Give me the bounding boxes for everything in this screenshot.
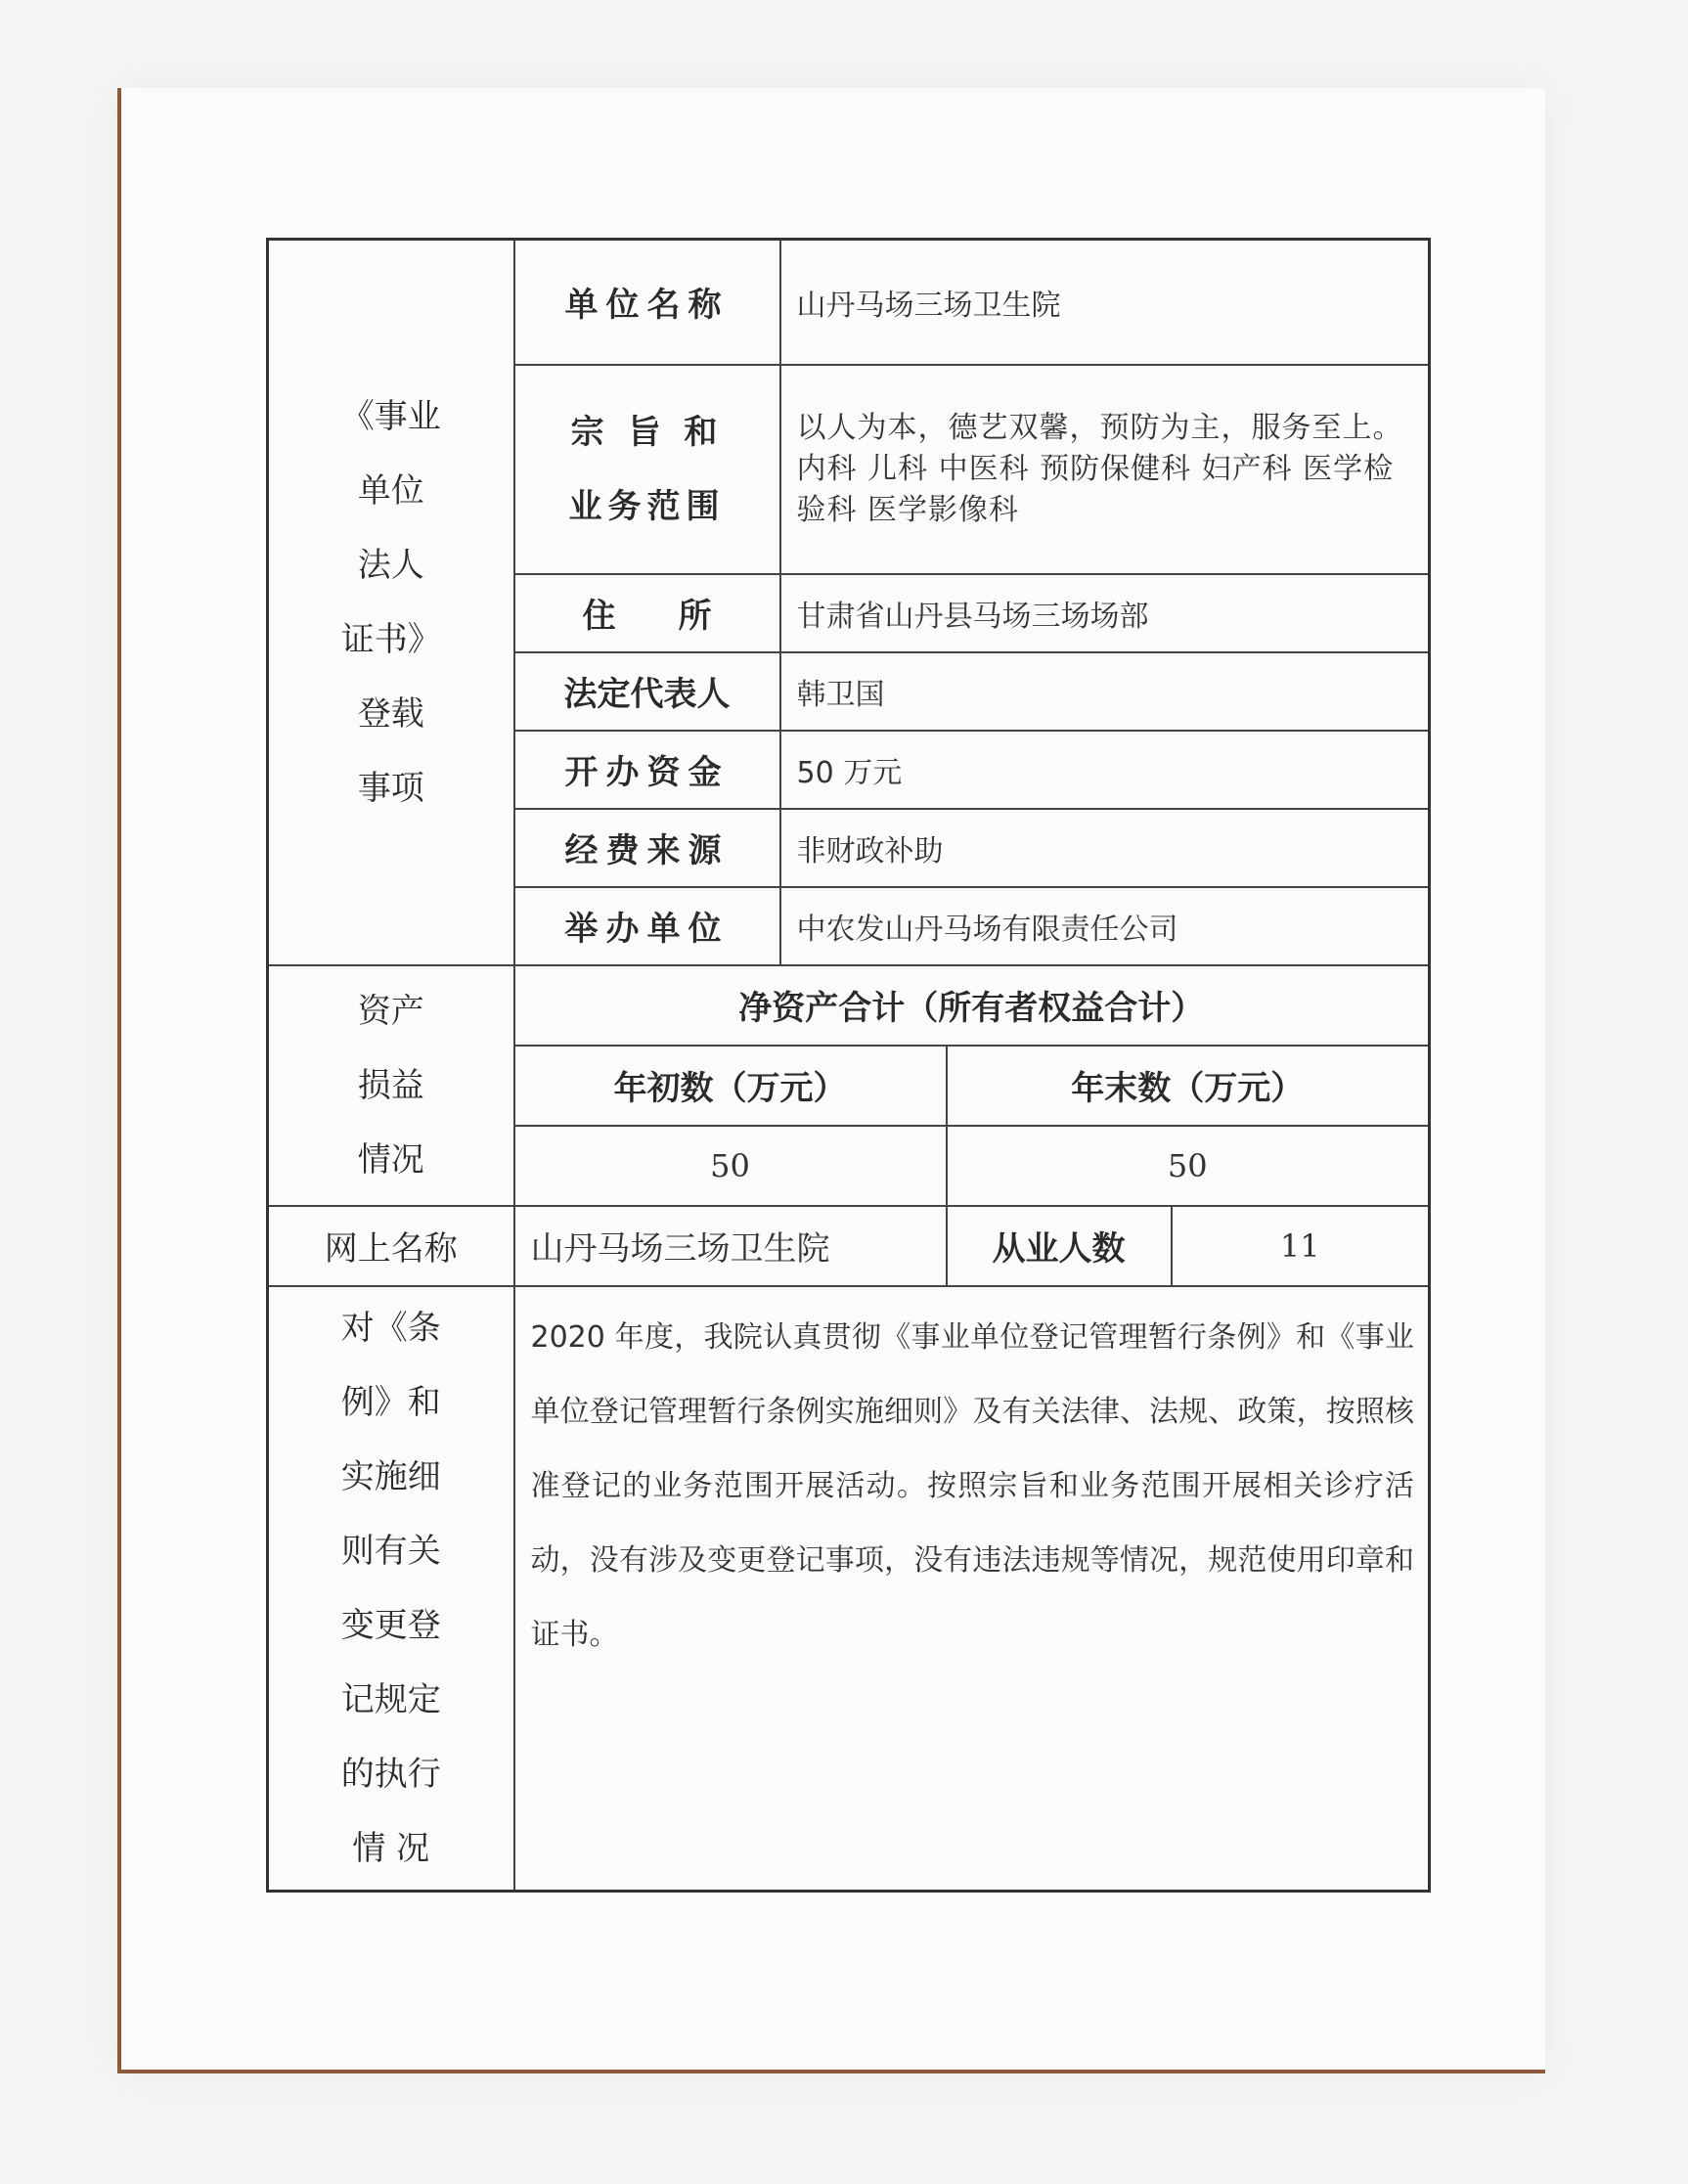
section-label-line: 情 况 xyxy=(352,1828,430,1868)
purpose-value: 以人为本，德艺双馨，预防为主，服务至上。内科 儿科 中医科 预防保健科 妇产科 医学检验科 医学影像科 xyxy=(780,365,1430,574)
row-unit-name xyxy=(268,240,1430,365)
net-assets-header: 净资产合计（所有者权益合计） xyxy=(514,965,1430,1046)
section-label-line: 登载 xyxy=(357,693,424,734)
unit-name-value: 山丹马场三场卫生院 xyxy=(780,240,1430,365)
sponsor-value: 中农发山丹马场有限责任公司 xyxy=(780,887,1430,965)
address-label: 住所 xyxy=(514,574,780,652)
end-year-value: 50 xyxy=(947,1126,1430,1206)
end-year-label: 年末数（万元） xyxy=(947,1046,1430,1126)
paper-edge-left xyxy=(117,88,121,2073)
funding-source-label: 经费来源 xyxy=(514,809,780,887)
begin-year-label: 年初数（万元） xyxy=(514,1046,947,1126)
section-label-line: 法人 xyxy=(357,545,424,585)
row-compliance xyxy=(268,1286,1430,1892)
funding-source-value: 非财政补助 xyxy=(780,809,1430,887)
registration-section-label xyxy=(268,240,514,965)
legal-rep-label: 法定代表人 xyxy=(514,652,780,731)
funds-value: 50 万元 xyxy=(780,731,1430,809)
annual-report-form xyxy=(266,238,1431,1893)
compliance-description xyxy=(514,1286,1430,1892)
funds-label: 开办资金 xyxy=(514,731,780,809)
compliance-section-label xyxy=(268,1286,514,1892)
online-name-value: 山丹马场三场卫生院 xyxy=(514,1206,947,1286)
section-label-line: 例》和 xyxy=(340,1382,441,1422)
purpose-label-line: 业务范围 xyxy=(568,486,726,526)
row-assets-header xyxy=(268,965,1430,1046)
online-name-label: 网上名称 xyxy=(268,1206,514,1286)
compliance-text: 2020 年度，我院认真贯彻《事业单位登记管理暂行条例》和《事业单位登记管理暂行条例实施细则》及有关法律、法规、政策，按照核准登记的业务范围开展活动。按照宗旨和业务范围开展相关诊疗活动，没有涉及变更登记事项，没有违法违规等情况，规范使用印章和证书。 xyxy=(530,1319,1415,1652)
section-label-line: 《事业 xyxy=(340,396,441,436)
address-value: 甘肃省山丹县马场三场场部 xyxy=(780,574,1430,652)
section-label-line: 对《条 xyxy=(340,1308,441,1348)
section-label-line: 变更登 xyxy=(340,1605,441,1645)
staff-count-label: 从业人数 xyxy=(947,1206,1172,1286)
section-label-line: 事项 xyxy=(357,768,424,808)
section-label-line: 资产 xyxy=(357,991,424,1031)
section-label-line: 情况 xyxy=(357,1139,424,1180)
begin-year-value: 50 xyxy=(514,1126,947,1206)
section-label-line: 单位 xyxy=(357,470,424,511)
section-label-line: 损益 xyxy=(357,1065,424,1105)
sponsor-label: 举办单位 xyxy=(514,887,780,965)
purpose-label-line: 宗 旨 和 xyxy=(570,412,724,452)
purpose-label xyxy=(514,365,780,574)
section-label-line: 实施细 xyxy=(340,1456,441,1496)
legal-rep-value: 韩卫国 xyxy=(780,652,1430,731)
section-label-line: 的执行 xyxy=(340,1754,441,1794)
row-online-name xyxy=(268,1206,1430,1286)
section-label-line: 证书》 xyxy=(340,619,441,659)
unit-name-label: 单位名称 xyxy=(514,240,780,365)
paper-edge-bottom xyxy=(117,2070,1545,2073)
assets-section-label xyxy=(268,965,514,1206)
section-label-line: 记规定 xyxy=(340,1679,441,1719)
section-label-line: 则有关 xyxy=(340,1531,441,1571)
staff-count-value: 11 xyxy=(1172,1206,1430,1286)
